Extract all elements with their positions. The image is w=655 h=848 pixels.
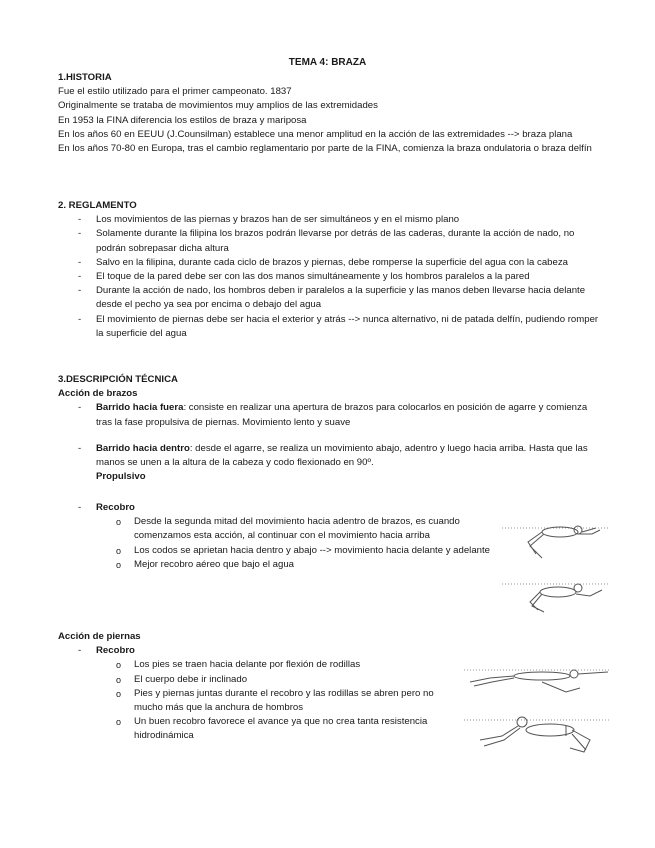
brazos-list — [58, 401, 603, 429]
historia-heading: 1.HISTORIA — [58, 72, 112, 83]
descripcion-section — [58, 373, 603, 484]
historia-line: Originalmente se trataba de movimientos muy amplios de las extremidades — [58, 100, 378, 112]
reglamento-item: - El toque de la pared debe ser con las dos manos simultáneamente y los hombros paralelos a la pared — [58, 270, 603, 284]
piernas-recobro-item: o Pies y piernas juntas durante el recobro y las rodillas se abren pero no mucho más que la anchura de hombros — [96, 687, 458, 715]
barrido-dentro-text: : desde el agarre, se realiza un movimiento abajo, adentro y luego hacia arriba. Hasta que las manos se unen a la altura de la cabeza y codo flexionado en 90º. — [96, 442, 588, 469]
piernas-heading: Acción de piernas — [58, 631, 141, 642]
brazos-recobro-item: o Mejor recobro aéreo que bajo el agua — [96, 558, 498, 572]
swimmer-leg-recovery-figure-1 — [462, 656, 612, 706]
barrido-dentro-note: Propulsivo — [96, 471, 146, 483]
brazos-heading: Acción de brazos — [58, 388, 138, 400]
brazos-recobro — [58, 501, 498, 572]
piernas-recobro-item: o Un buen recobro favorece el avance ya que no crea tanta resistencia hidrodinámica — [96, 715, 458, 743]
reglamento-section — [58, 199, 603, 341]
barrido-dentro-term: Barrido hacia dentro — [96, 442, 190, 454]
barrido-fuera-text: : consiste en realizar una apertura de brazos para colocarlos en posición de agarre y comienza tras la fase propulsiva de piernas. Movimiento lento y suave — [96, 402, 588, 428]
historia-line: En 1953 la FINA diferencia los estilos de braza y mariposa — [58, 114, 307, 126]
brazos-list-2 — [58, 442, 603, 485]
historia-section — [58, 71, 603, 156]
brazos-recobro-item: o Los codos se aprietan hacia dentro y abajo --> movimiento hacia delante y adelante — [96, 544, 498, 558]
reglamento-heading: 2. REGLAMENTO — [58, 200, 137, 211]
piernas-recobro-sublist — [96, 658, 458, 743]
swimmer-leg-recovery-figure-2 — [462, 706, 612, 766]
brazos-recobro-item: o Desde la segunda mitad del movimiento hacia adentro de brazos, es cuando comenzamos esta acción, al continuar con el movimiento hacia arriba — [96, 515, 498, 543]
piernas-list — [58, 644, 458, 658]
barrido-dentro-item — [58, 442, 603, 485]
barrido-fuera-term: Barrido hacia fuera — [96, 402, 184, 414]
swimmer-arm-recovery-figure-1 — [500, 512, 610, 562]
reglamento-item: - Los movimientos de las piernas y brazos han de ser simultáneos y en el mismo plano — [58, 213, 603, 227]
brazos-recobro-sublist — [96, 515, 498, 572]
piernas-section — [58, 630, 458, 744]
reglamento-item: - Durante la acción de nado, los hombros deben ir paralelos a la superficie y las manos deben llevarse hacia delante desde el pecho ya sea por encima o debajo del agua — [58, 284, 603, 312]
piernas-recobro-term: Recobro — [96, 645, 135, 657]
reglamento-item: - El movimiento de piernas debe ser hacia el exterior y atrás --> nunca alternativo, ni de patada delfín, pudiendo romper la superficie del agua — [58, 313, 603, 341]
barrido-fuera-item — [58, 401, 603, 429]
historia-line: Fue el estilo utilizado para el primer campeonato. 1837 — [58, 86, 292, 98]
historia-line: En los años 60 en EEUU (J.Counsilman) establece una menor amplitud en la acción de las extremidades --> braza plana — [58, 128, 573, 140]
brazos-recobro-list — [58, 501, 498, 515]
swimmer-arm-recovery-figure-2 — [500, 570, 610, 620]
document-title: TEMA 4: BRAZA — [288, 57, 367, 68]
piernas-recobro-item: o El cuerpo debe ir inclinado — [96, 673, 458, 687]
piernas-recobro-item: o Los pies se traen hacia delante por flexión de rodillas — [96, 658, 458, 672]
historia-line: En los años 70-80 en Europa, tras el cambio reglamentario por parte de la FINA, comienza la braza ondulatoria o braza delfín — [58, 143, 592, 155]
piernas-recobro-term-item — [58, 644, 458, 658]
descripcion-heading: 3.DESCRIPCIÓN TÉCNICA — [58, 374, 178, 385]
reglamento-item: - Solamente durante la filipina los brazos podrán llevarse por detrás de las caderas, durante la acción de nado, no podrán sobrepasar dicha altura — [58, 227, 603, 255]
brazos-recobro-term-item — [58, 501, 498, 515]
reglamento-item: - Salvo en la filipina, durante cada ciclo de brazos y piernas, debe romperse la superficie del agua con la cabeza — [58, 256, 603, 270]
brazos-recobro-term: Recobro — [96, 502, 135, 513]
reglamento-list — [58, 213, 603, 341]
